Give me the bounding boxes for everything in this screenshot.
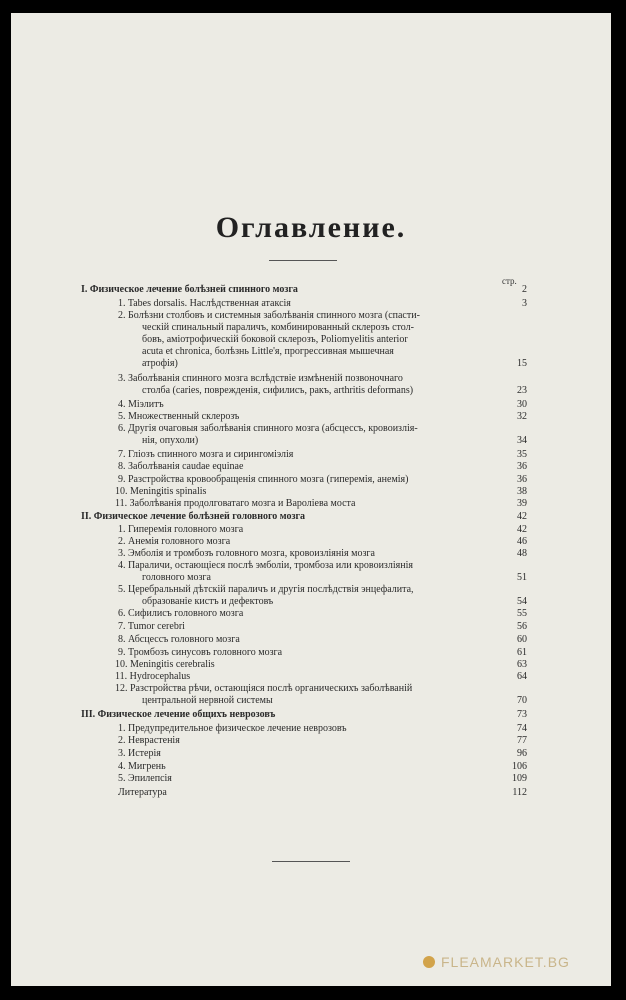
toc-entry-page: 39 bbox=[517, 498, 527, 509]
toc-entry-page: 64 bbox=[517, 671, 527, 682]
toc-entry-title: III. Физическое лечение общихъ неврозовъ bbox=[81, 709, 276, 720]
toc-entry-title: 8. Заболѣванія caudae equinae bbox=[118, 461, 244, 472]
toc-entry-title: 4. Міэлитъ bbox=[118, 399, 164, 410]
toc-entry-title: 5. Церебральный дѣтскій параличъ и другія послѣдствія энцефалита, bbox=[118, 584, 414, 595]
toc-entry-page: 60 bbox=[517, 634, 527, 645]
toc-entry-title: 6. Другія очаговыя заболѣванія спинного мозга (абсцессъ, кровоизлія- bbox=[118, 423, 418, 434]
toc-entry-page: 77 bbox=[517, 735, 527, 746]
toc-entry-title: столба (caries, поврежденія, сифилисъ, ракъ, arthritis deformans) bbox=[142, 385, 414, 396]
toc-entry-title: 6. Сифилисъ головного мозга bbox=[118, 608, 244, 619]
toc-entry-title: 7. Tumor cerebri bbox=[118, 621, 185, 632]
toc-entry-title: 9. Тромбозъ синусовъ головного мозга bbox=[118, 647, 283, 658]
page-column-label: стр. bbox=[502, 276, 517, 286]
toc-entry-title: образованіе кистъ и дефектовъ bbox=[142, 596, 274, 607]
toc-entry-page: 96 bbox=[517, 748, 527, 759]
toc-entry-page: 30 bbox=[517, 399, 527, 410]
toc-entry-title: 3. Заболѣванія спинного мозга вслѣдствіе измѣненій позвоночнаго bbox=[118, 373, 403, 384]
watermark-logo-icon bbox=[423, 956, 435, 968]
toc-entry-title: 2. Болѣзни столбовъ и системныя заболѣванія спинного мозга (спасти- bbox=[118, 310, 420, 321]
toc-entry-title: 8. Абсцессъ головного мозга bbox=[118, 634, 240, 645]
toc-entry-title: 7. Гліозъ спинного мозга и сирингоміэлія bbox=[118, 449, 294, 460]
toc-entry-page: 35 bbox=[517, 449, 527, 460]
toc-entry-page: 46 bbox=[517, 536, 527, 547]
toc-entry-page: 34 bbox=[517, 435, 527, 446]
toc-entry-title: 9. Разстройства кровообращенія спинного мозга (гиперемія, анемія) bbox=[118, 474, 409, 485]
toc-entry-title: 4. Мигрень bbox=[118, 761, 166, 772]
toc-entry-page: 106 bbox=[512, 761, 527, 772]
toc-entry-page: 73 bbox=[517, 709, 527, 720]
toc-entry-page: 54 bbox=[517, 596, 527, 607]
toc-entry-title: Литература bbox=[118, 787, 167, 798]
toc-entry-title: II. Физическое лечение болѣзней головного мозга bbox=[81, 511, 306, 522]
toc-entry-page: 48 bbox=[517, 548, 527, 559]
toc-entry-page: 32 bbox=[517, 411, 527, 422]
toc-entry-title: acuta et chronica, болѣзнь Little'я, прогрессивная мышечная bbox=[142, 346, 394, 357]
toc-entry-page: 51 bbox=[517, 572, 527, 583]
toc-entry-page: 55 bbox=[517, 608, 527, 619]
toc-entry-page: 42 bbox=[517, 524, 527, 535]
toc-entry-title: 5. Эпилепсія bbox=[118, 773, 172, 784]
toc-entry-page: 42 bbox=[517, 511, 527, 522]
toc-entry-title: 1. Tabes dorsalis. Наслѣдственная атаксія bbox=[118, 298, 291, 309]
document-page bbox=[11, 13, 611, 986]
toc-entry-title: центральной нервной системы bbox=[142, 695, 273, 706]
toc-entry-page: 70 bbox=[517, 695, 527, 706]
toc-entry-page: 74 bbox=[517, 723, 527, 734]
toc-entry-title: 2. Анемія головного мозга bbox=[118, 536, 231, 547]
toc-entry-title: 3. Истерія bbox=[118, 748, 161, 759]
toc-entry-title: 5. Множественный склерозъ bbox=[118, 411, 240, 422]
toc-entry-title: нія, опухоли) bbox=[142, 435, 199, 446]
toc-entry-page: 2 bbox=[522, 284, 527, 295]
toc-entry-page: 3 bbox=[522, 298, 527, 309]
toc-entry-title: ческій спинальный параличъ, комбинированный склерозъ стол- bbox=[142, 322, 414, 333]
bottom-divider bbox=[272, 861, 350, 862]
toc-entry-title: 10. Meningitis spinalis bbox=[115, 486, 207, 497]
title-divider bbox=[269, 260, 337, 261]
toc-entry-page: 61 bbox=[517, 647, 527, 658]
toc-entry-title: I. Физическое лечение болѣзней спинного мозга bbox=[81, 284, 298, 295]
toc-entry-page: 36 bbox=[517, 461, 527, 472]
toc-entry-title: атрофія) bbox=[142, 358, 178, 369]
toc-entry-title: 10. Meningitis cerebralis bbox=[115, 659, 215, 670]
toc-entry-page: 38 bbox=[517, 486, 527, 497]
toc-entry-page: 109 bbox=[512, 773, 527, 784]
toc-entry-title: бовъ, аміотрофическій боковой склерозъ, Poliomyelitis anterior bbox=[142, 334, 408, 345]
toc-entry-title: 12. Разстройства рѣчи, остающіяся послѣ органическихъ заболѣваній bbox=[115, 683, 413, 694]
toc-entry-title: 3. Эмболія и тромбозъ головного мозга, кровоизліянія мозга bbox=[118, 548, 375, 559]
toc-entry-title: 1. Предупредительное физическое лечение неврозовъ bbox=[118, 723, 347, 734]
toc-entry-title: головного мозга bbox=[142, 572, 211, 583]
toc-entry-page: 56 bbox=[517, 621, 527, 632]
toc-entry-title: 1. Гиперемія головного мозга bbox=[118, 524, 244, 535]
page-title: Оглавление. bbox=[215, 211, 407, 244]
toc-entry-page: 15 bbox=[517, 358, 527, 369]
toc-entry-title: 11. Заболѣванія продолговатаго мозга и Варолiева моста bbox=[115, 498, 356, 509]
toc-entry-page: 36 bbox=[517, 474, 527, 485]
toc-entry-page: 23 bbox=[517, 385, 527, 396]
toc-entry-title: 4. Параличи, остающіеся послѣ эмболіи, тромбоза или кровоизліянія bbox=[118, 560, 413, 571]
toc-entry-page: 112 bbox=[512, 787, 527, 798]
toc-entry-title: 2. Неврастенія bbox=[118, 735, 180, 746]
toc-entry-page: 63 bbox=[517, 659, 527, 670]
watermark: FLEAMARKET.BG bbox=[441, 954, 570, 970]
toc-entry-title: 11. Hydrocephalus bbox=[115, 671, 191, 682]
